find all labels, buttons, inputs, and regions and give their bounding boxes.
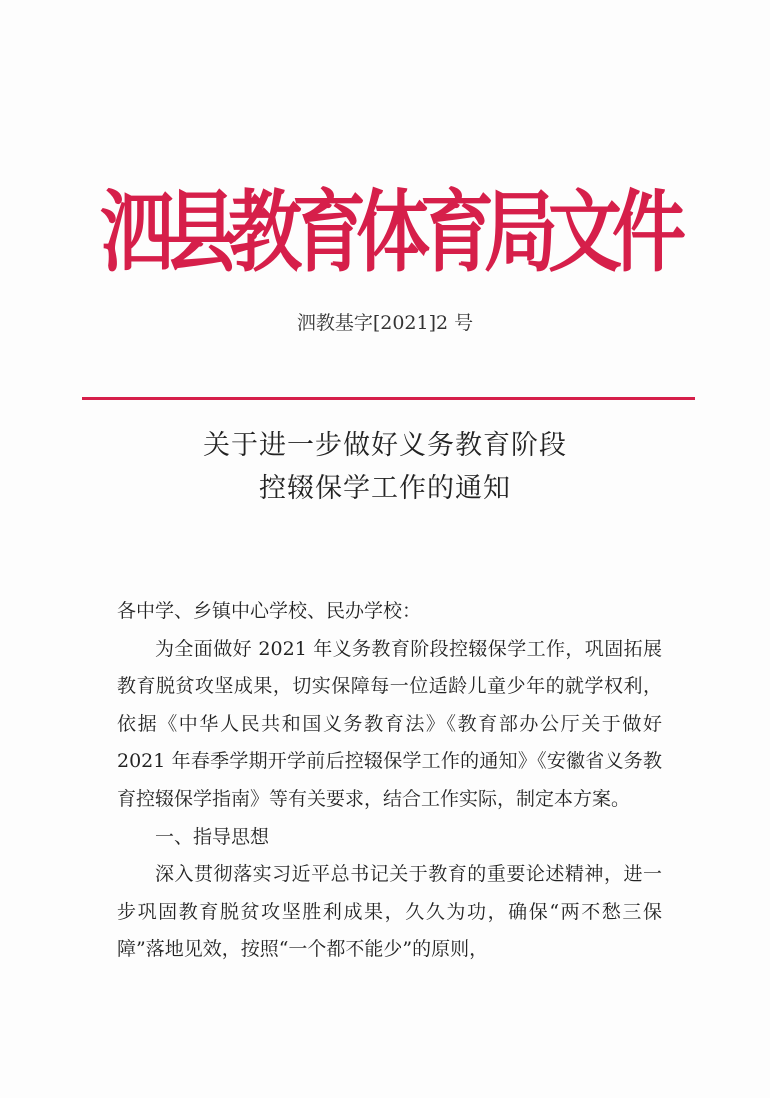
masthead-char: 文	[548, 181, 622, 285]
red-divider-line	[82, 397, 695, 400]
document-body	[117, 593, 662, 969]
salutation: 各中学、乡镇中心学校、民办学校：	[117, 600, 422, 622]
masthead-char: 县	[164, 181, 238, 285]
masthead-char: 育	[420, 181, 494, 285]
masthead-char: 育	[292, 181, 366, 285]
masthead-char: 教	[228, 181, 302, 285]
masthead-char: 泗	[100, 181, 174, 285]
notice-title-line-1: 关于进一步做好义务教育阶段	[203, 430, 567, 461]
body-paragraph: 深入贯彻落实习近平总书记关于教育的重要论述精神，进一步巩固教育脱贫攻坚胜利成果，久久为功，确保“两不愁三保障”落地见效，按照“一个都不能少”的原则，	[117, 863, 662, 961]
section-heading: 一、指导思想	[155, 825, 270, 848]
masthead-title	[100, 166, 686, 286]
masthead-char: 件	[612, 181, 686, 285]
document-number: 泗教基字[2021]2 号	[296, 312, 474, 334]
masthead-char: 体	[356, 181, 430, 285]
notice-title-line-2: 控辍保学工作的通知	[259, 473, 511, 504]
masthead-char: 局	[484, 181, 558, 285]
body-paragraph: 为全面做好 2021 年义务教育阶段控辍保学工作，巩固拓展教育脱贫攻坚成果，切实保障每一位适龄儿童少年的就学权利，依据《中华人民共和国义务教育法》《教育部办公厅关于做好 2021 年春季学期开学前后控辍保学工作的通知》《安徽省义务教育控辍保学指南》等有关要求，结合工作实际，制定本方案。	[117, 637, 662, 810]
